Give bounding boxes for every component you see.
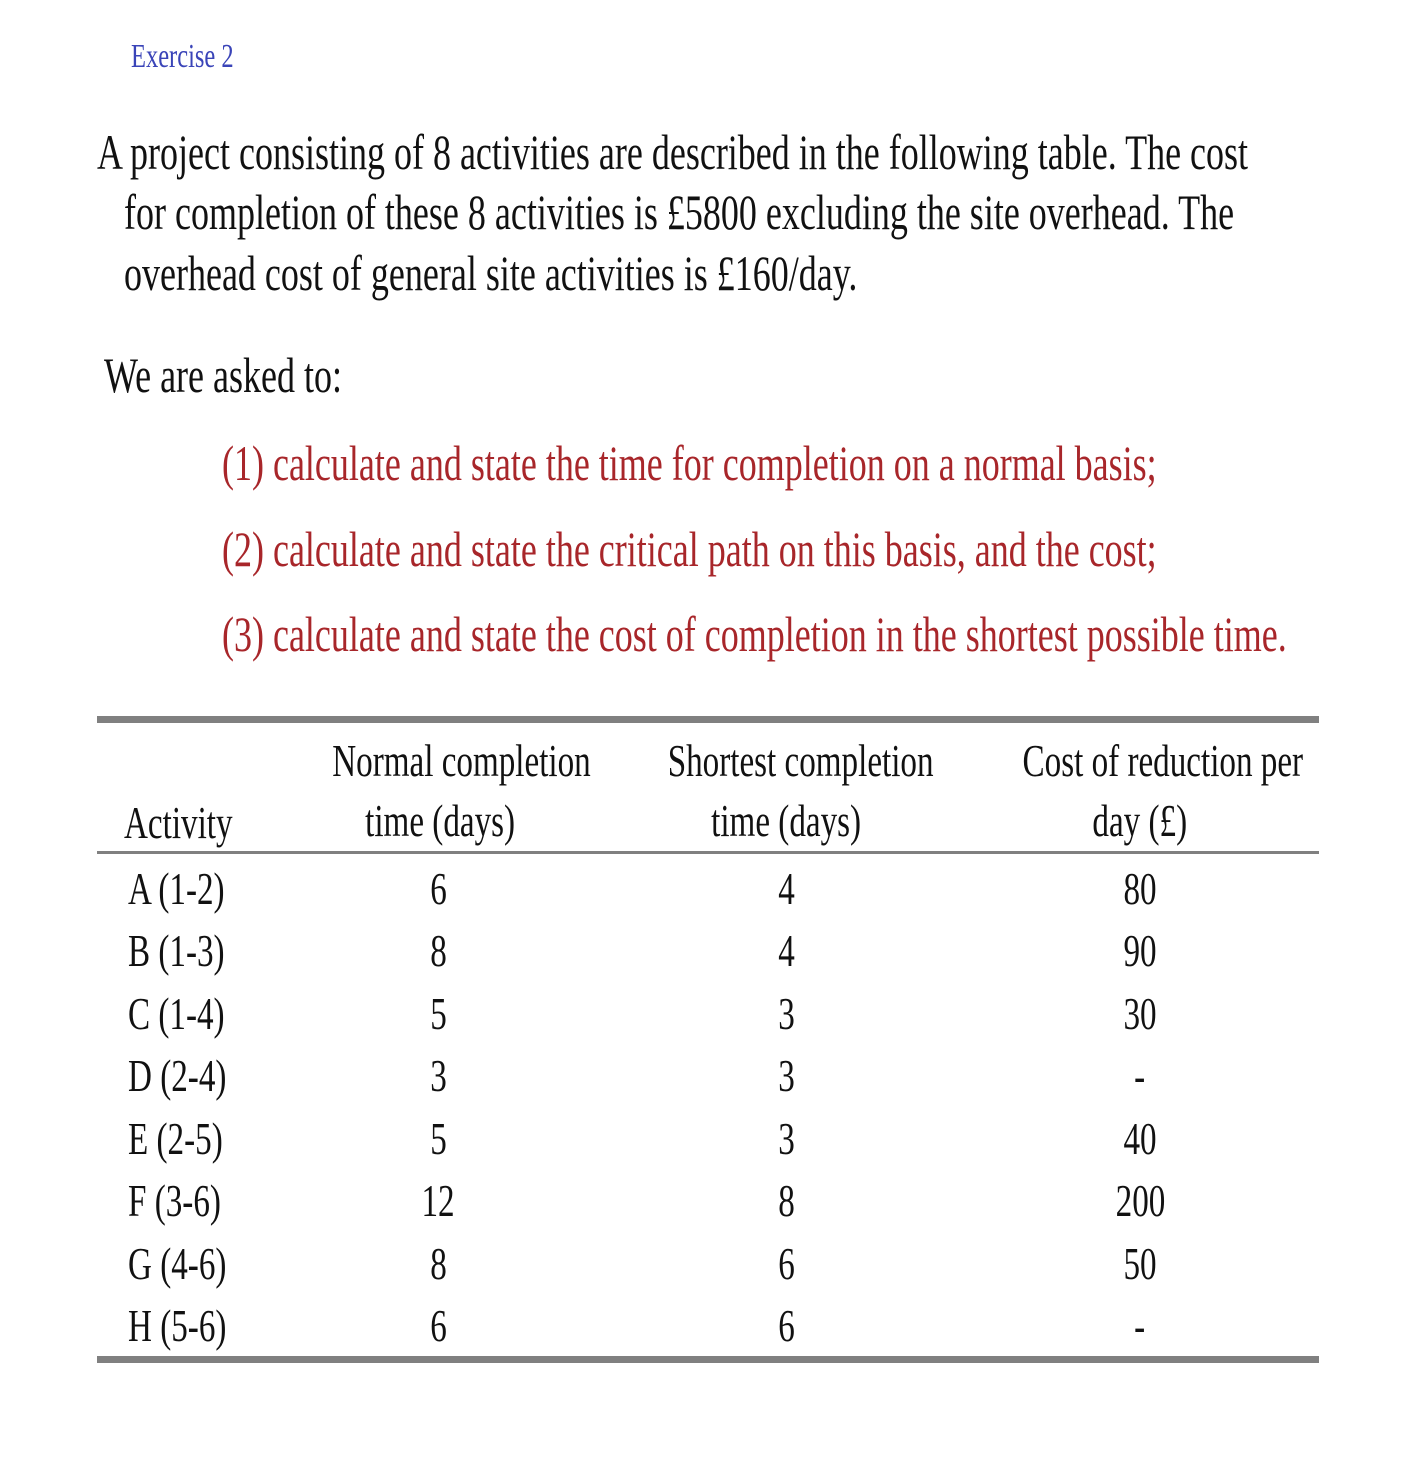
row-cost: 50: [1123, 1238, 1157, 1289]
row-shortest: 3: [777, 988, 795, 1039]
row-cost: 80: [1123, 863, 1157, 914]
row-activity: D (2-4): [128, 1050, 227, 1101]
header-shortest-line2: time (days): [711, 795, 861, 846]
intro-line-2: for completion of these 8 activities is £5800 excluding the site overhead. The: [124, 184, 1235, 240]
task-item-3: (3) calculate and state the cost of completion in the shortest possible time.: [222, 606, 1287, 662]
intro-line-3: overhead cost of general site activities is £160/day.: [124, 245, 858, 301]
task-item-1: (1) calculate and state the time for completion on a normal basis;: [222, 435, 1157, 491]
intro-line-1: A project consisting of 8 activities are described in the following table. The cost: [97, 124, 1249, 180]
table-top-rule: [97, 716, 1319, 723]
row-activity: B (1-3): [128, 925, 225, 976]
row-normal: 6: [429, 863, 447, 914]
row-normal: 3: [429, 1050, 447, 1101]
row-cost: 40: [1123, 1113, 1157, 1164]
row-shortest: 4: [777, 925, 795, 976]
header-normal-line2: time (days): [365, 795, 515, 846]
row-cost: 90: [1123, 925, 1157, 976]
row-normal: 12: [421, 1175, 455, 1226]
row-shortest: 3: [777, 1050, 795, 1101]
row-normal: 5: [429, 1113, 447, 1164]
asked-heading: We are asked to:: [104, 347, 342, 403]
row-activity: G (4-6): [128, 1238, 227, 1289]
row-activity: F (3-6): [128, 1175, 221, 1226]
header-shortest-line1: Shortest completion: [667, 735, 934, 786]
header-normal-line1: Normal completion: [332, 735, 591, 786]
row-shortest: 4: [777, 863, 795, 914]
row-cost: -: [1134, 1050, 1146, 1101]
row-normal: 5: [429, 988, 447, 1039]
row-shortest: 3: [777, 1113, 795, 1164]
row-cost: 30: [1123, 988, 1157, 1039]
row-cost: -: [1134, 1300, 1146, 1351]
table-bottom-rule: [97, 1356, 1319, 1363]
header-cost-line1: Cost of reduction per: [1022, 735, 1304, 786]
row-normal: 8: [429, 925, 447, 976]
header-cost-line2: day (£): [1092, 795, 1188, 846]
row-shortest: 6: [777, 1238, 795, 1289]
row-normal: 6: [429, 1300, 447, 1351]
row-activity: C (1-4): [128, 988, 225, 1039]
row-activity: A (1-2): [128, 863, 225, 914]
row-shortest: 8: [777, 1175, 795, 1226]
row-activity: H (5-6): [128, 1300, 227, 1351]
row-normal: 8: [429, 1238, 447, 1289]
row-cost: 200: [1115, 1175, 1165, 1226]
header-activity: Activity: [124, 797, 233, 848]
exercise-title: Exercise 2: [131, 38, 234, 75]
table-header-rule: [97, 851, 1319, 854]
row-shortest: 6: [777, 1300, 795, 1351]
task-item-2: (2) calculate and state the critical path on this basis, and the cost;: [222, 521, 1157, 577]
row-activity: E (2-5): [128, 1113, 223, 1164]
